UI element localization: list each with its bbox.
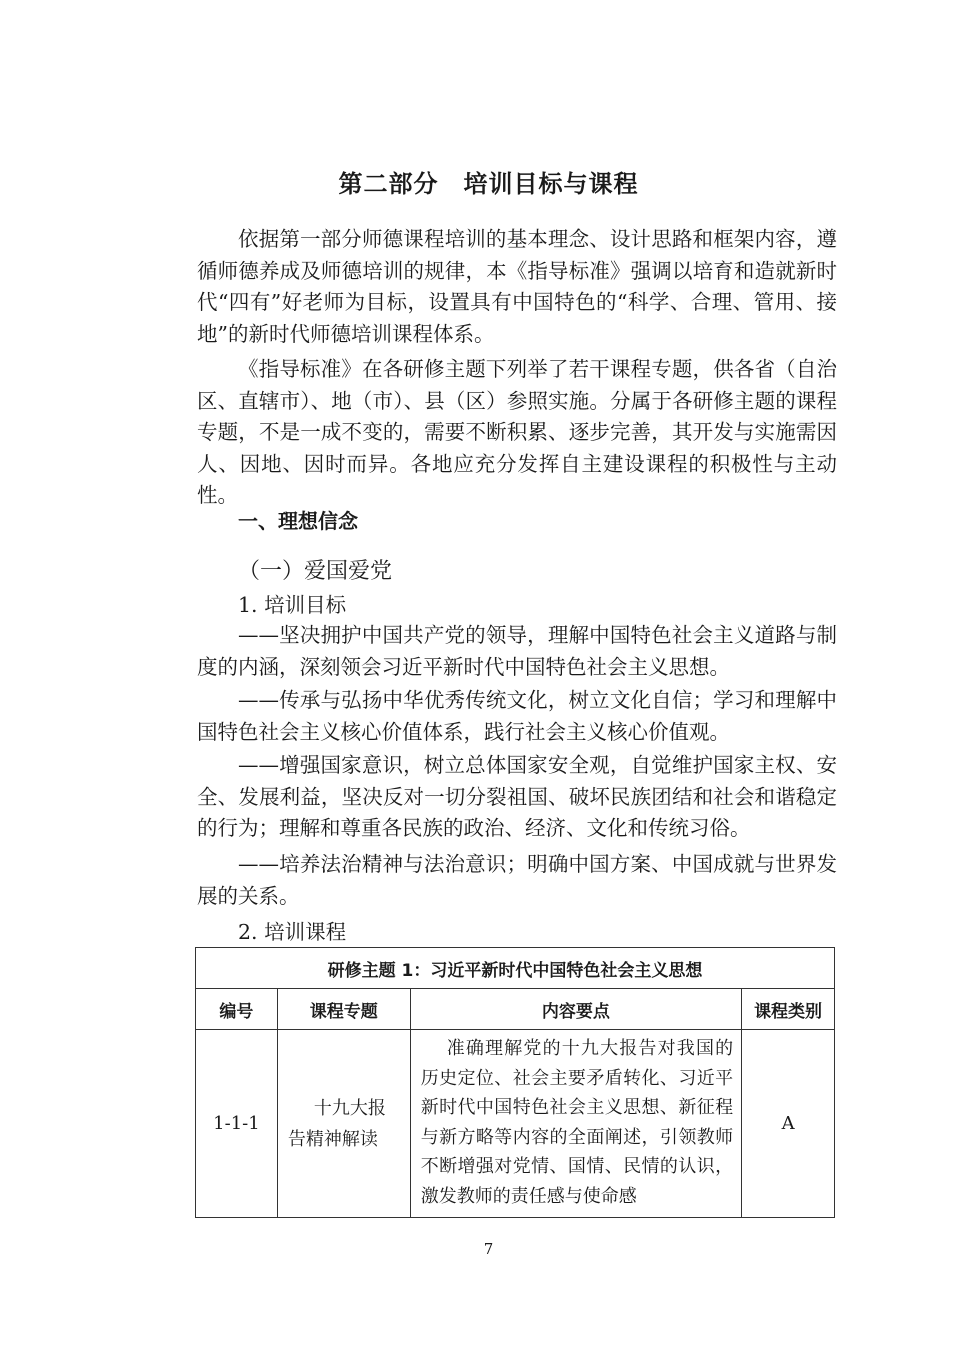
intro-paragraph-2: 《指导标准》在各研修主题下列举了若干课程专题，供各省（自治区、直辖市）、地（市）、县（区）参照实施。分属于各研修主题的课程专题，不是一成不变的，需要不断积累、逐步完善，其开发与实施需因人、因地、因时而异。各地应充分发挥自主建设课程的积极性与主动性。 [197, 357, 837, 507]
courses-heading: 2. 培训课程 [238, 920, 347, 944]
page-number: 7 [483, 1240, 494, 1258]
intro-paragraph-1: 依据第一部分师德课程培训的基本理念、设计思路和框架内容，遵循师德养成及师德培训的规律，本《指导标准》强调以培育和造就新时代“四有”好老师为目标，设置具有中国特色的“科学、合理、管用、接地”的新时代师德培训课程体系。 [197, 227, 837, 346]
course-table [195, 947, 835, 1218]
goal-item: ——培养法治精神与法治意识；明确中国方案、中国成就与世界发展的关系。 [197, 852, 837, 908]
goal-item: ——传承与弘扬中华优秀传统文化，树立文化自信；学习和理解中国特色社会主义核心价值体系，践行社会主义核心价值观。 [197, 688, 837, 744]
course-topic: 十九大报告精神解读 [287, 1097, 386, 1150]
column-header: 课程专题 [277, 989, 410, 1030]
goal-item: ——坚决拥护中国共产党的领导，理解中国特色社会主义道路与制度的内涵，深刻领会习近平新时代中国特色社会主义思想。 [197, 623, 837, 679]
goal-item: ——增强国家意识，树立总体国家安全观，自觉维护国家主权、安全、发展利益，坚决反对一切分裂祖国、破坏民族团结和社会和谐稳定的行为；理解和尊重各民族的政治、经济、文化和传统习俗。 [197, 753, 837, 840]
page-title: 第二部分 培训目标与课程 [338, 170, 639, 198]
column-header: 编号 [196, 989, 278, 1030]
goals-heading: 1. 培训目标 [238, 593, 347, 617]
course-category: A [742, 1030, 835, 1218]
column-header: 课程类别 [742, 989, 835, 1030]
course-id: 1-1-1 [196, 1030, 278, 1218]
course-content: 准确理解党的十九大报告对我国的历史定位、社会主要矛盾转化、习近平新时代中国特色社会主义思想、新征程与新方略等内容的全面阐述，引领教师不断增强对党情、国情、民情的认识，激发教师的责任感与使命感 [410, 1030, 741, 1218]
column-header: 内容要点 [410, 989, 741, 1030]
table-caption: 研修主题 1：习近平新时代中国特色社会主义思想 [196, 948, 835, 989]
table-row [196, 1030, 835, 1218]
course-topic-cell [277, 1030, 410, 1218]
table-header-row [196, 989, 835, 1030]
subsection-heading: （一）爱国爱党 [238, 559, 393, 584]
section-heading: 一、理想信念 [238, 509, 358, 533]
